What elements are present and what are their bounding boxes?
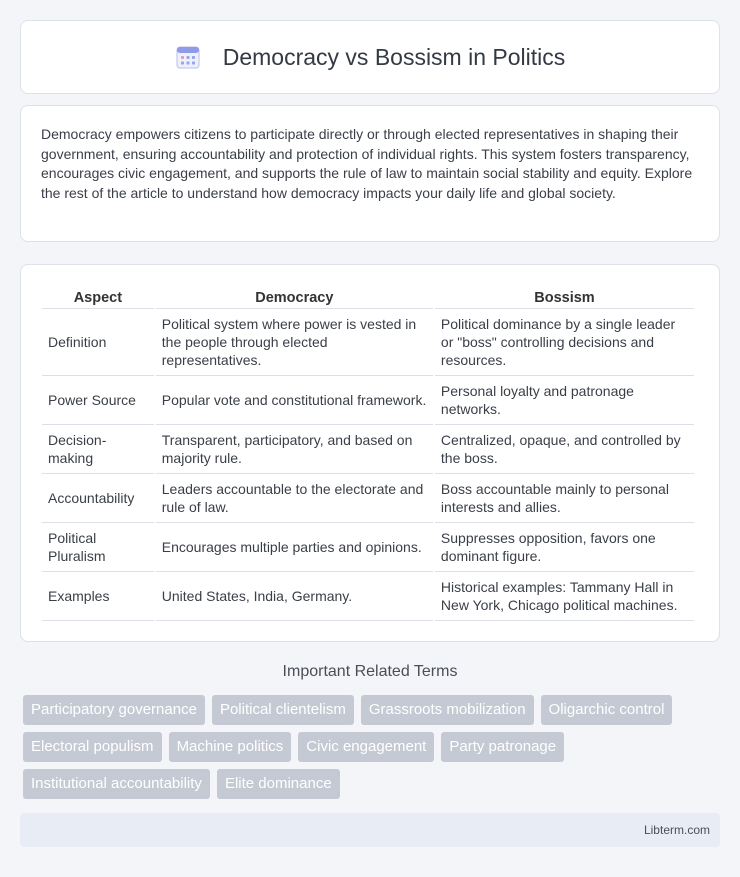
footer — [20, 813, 720, 847]
related-term-tag[interactable]: Political clientelism — [212, 695, 354, 725]
related-term-tag[interactable]: Electoral populism — [23, 732, 162, 762]
table-row — [42, 572, 694, 621]
comparison-table-card — [20, 264, 720, 642]
related-term-tag[interactable]: Participatory governance — [23, 695, 205, 725]
header-aspect: Aspect — [42, 285, 154, 309]
title-wrap — [175, 44, 566, 71]
cell-bossism: Personal loyalty and patronage networks. — [435, 376, 694, 425]
header-card — [20, 20, 720, 94]
table-row — [42, 376, 694, 425]
cell-aspect: Examples — [42, 572, 154, 621]
intro-paragraph: Democracy empowers citizens to participate directly or through elected representatives in shaping their government, ensuring accountability and protection of individual rights. This system fosters transparency, encourages civic engagement, and supports the rule of law to maintain social stability and equity. Explore the rest of the article to understand how democracy impacts your daily life and global society. — [41, 126, 693, 202]
related-term-tag[interactable]: Grassroots mobilization — [361, 695, 534, 725]
related-term-tag[interactable]: Oligarchic control — [541, 695, 673, 725]
header-democracy: Democracy — [156, 285, 433, 309]
cell-aspect: Accountability — [42, 474, 154, 523]
cell-aspect: Political Pluralism — [42, 523, 154, 572]
cell-aspect: Definition — [42, 309, 154, 376]
cell-democracy: Transparent, participatory, and based on majority rule. — [156, 425, 433, 474]
cell-democracy: Popular vote and constitutional framework. — [156, 376, 433, 425]
related-term-tag[interactable]: Elite dominance — [217, 769, 340, 799]
cell-democracy: Encourages multiple parties and opinions. — [156, 523, 433, 572]
cell-bossism: Suppresses opposition, favors one dominant figure. — [435, 523, 694, 572]
cell-democracy: Leaders accountable to the electorate and rule of law. — [156, 474, 433, 523]
cell-bossism: Centralized, opaque, and controlled by the boss. — [435, 425, 694, 474]
cell-bossism: Political dominance by a single leader or "boss" controlling decisions and resources. — [435, 309, 694, 376]
cell-democracy: United States, India, Germany. — [156, 572, 433, 621]
footer-site-link[interactable]: Libterm.com — [643, 823, 710, 837]
cell-bossism: Historical examples: Tammany Hall in New York, Chicago political machines. — [435, 572, 694, 621]
table-row — [42, 425, 694, 474]
related-term-tag[interactable]: Civic engagement — [298, 732, 434, 762]
related-term-tag[interactable]: Institutional accountability — [23, 769, 210, 799]
related-term-tag[interactable]: Machine politics — [169, 732, 292, 762]
cell-aspect: Power Source — [42, 376, 154, 425]
page-title: Democracy vs Bossism in Politics — [222, 43, 566, 70]
related-terms-list — [23, 695, 723, 799]
table-row — [42, 309, 694, 376]
comparison-table — [40, 285, 696, 621]
related-term-tag[interactable]: Party patronage — [441, 732, 564, 762]
cell-bossism: Boss accountable mainly to personal interests and allies. — [435, 474, 694, 523]
related-terms-heading: Important Related Terms — [282, 663, 458, 680]
calendar-icon — [175, 44, 201, 70]
table-header-row — [42, 285, 694, 309]
cell-aspect: Decision-making — [42, 425, 154, 474]
intro-card — [20, 105, 720, 242]
header-bossism: Bossism — [435, 285, 694, 309]
cell-democracy: Political system where power is vested in the people through elected representatives. — [156, 309, 433, 376]
table-row — [42, 523, 694, 572]
table-row — [42, 474, 694, 523]
